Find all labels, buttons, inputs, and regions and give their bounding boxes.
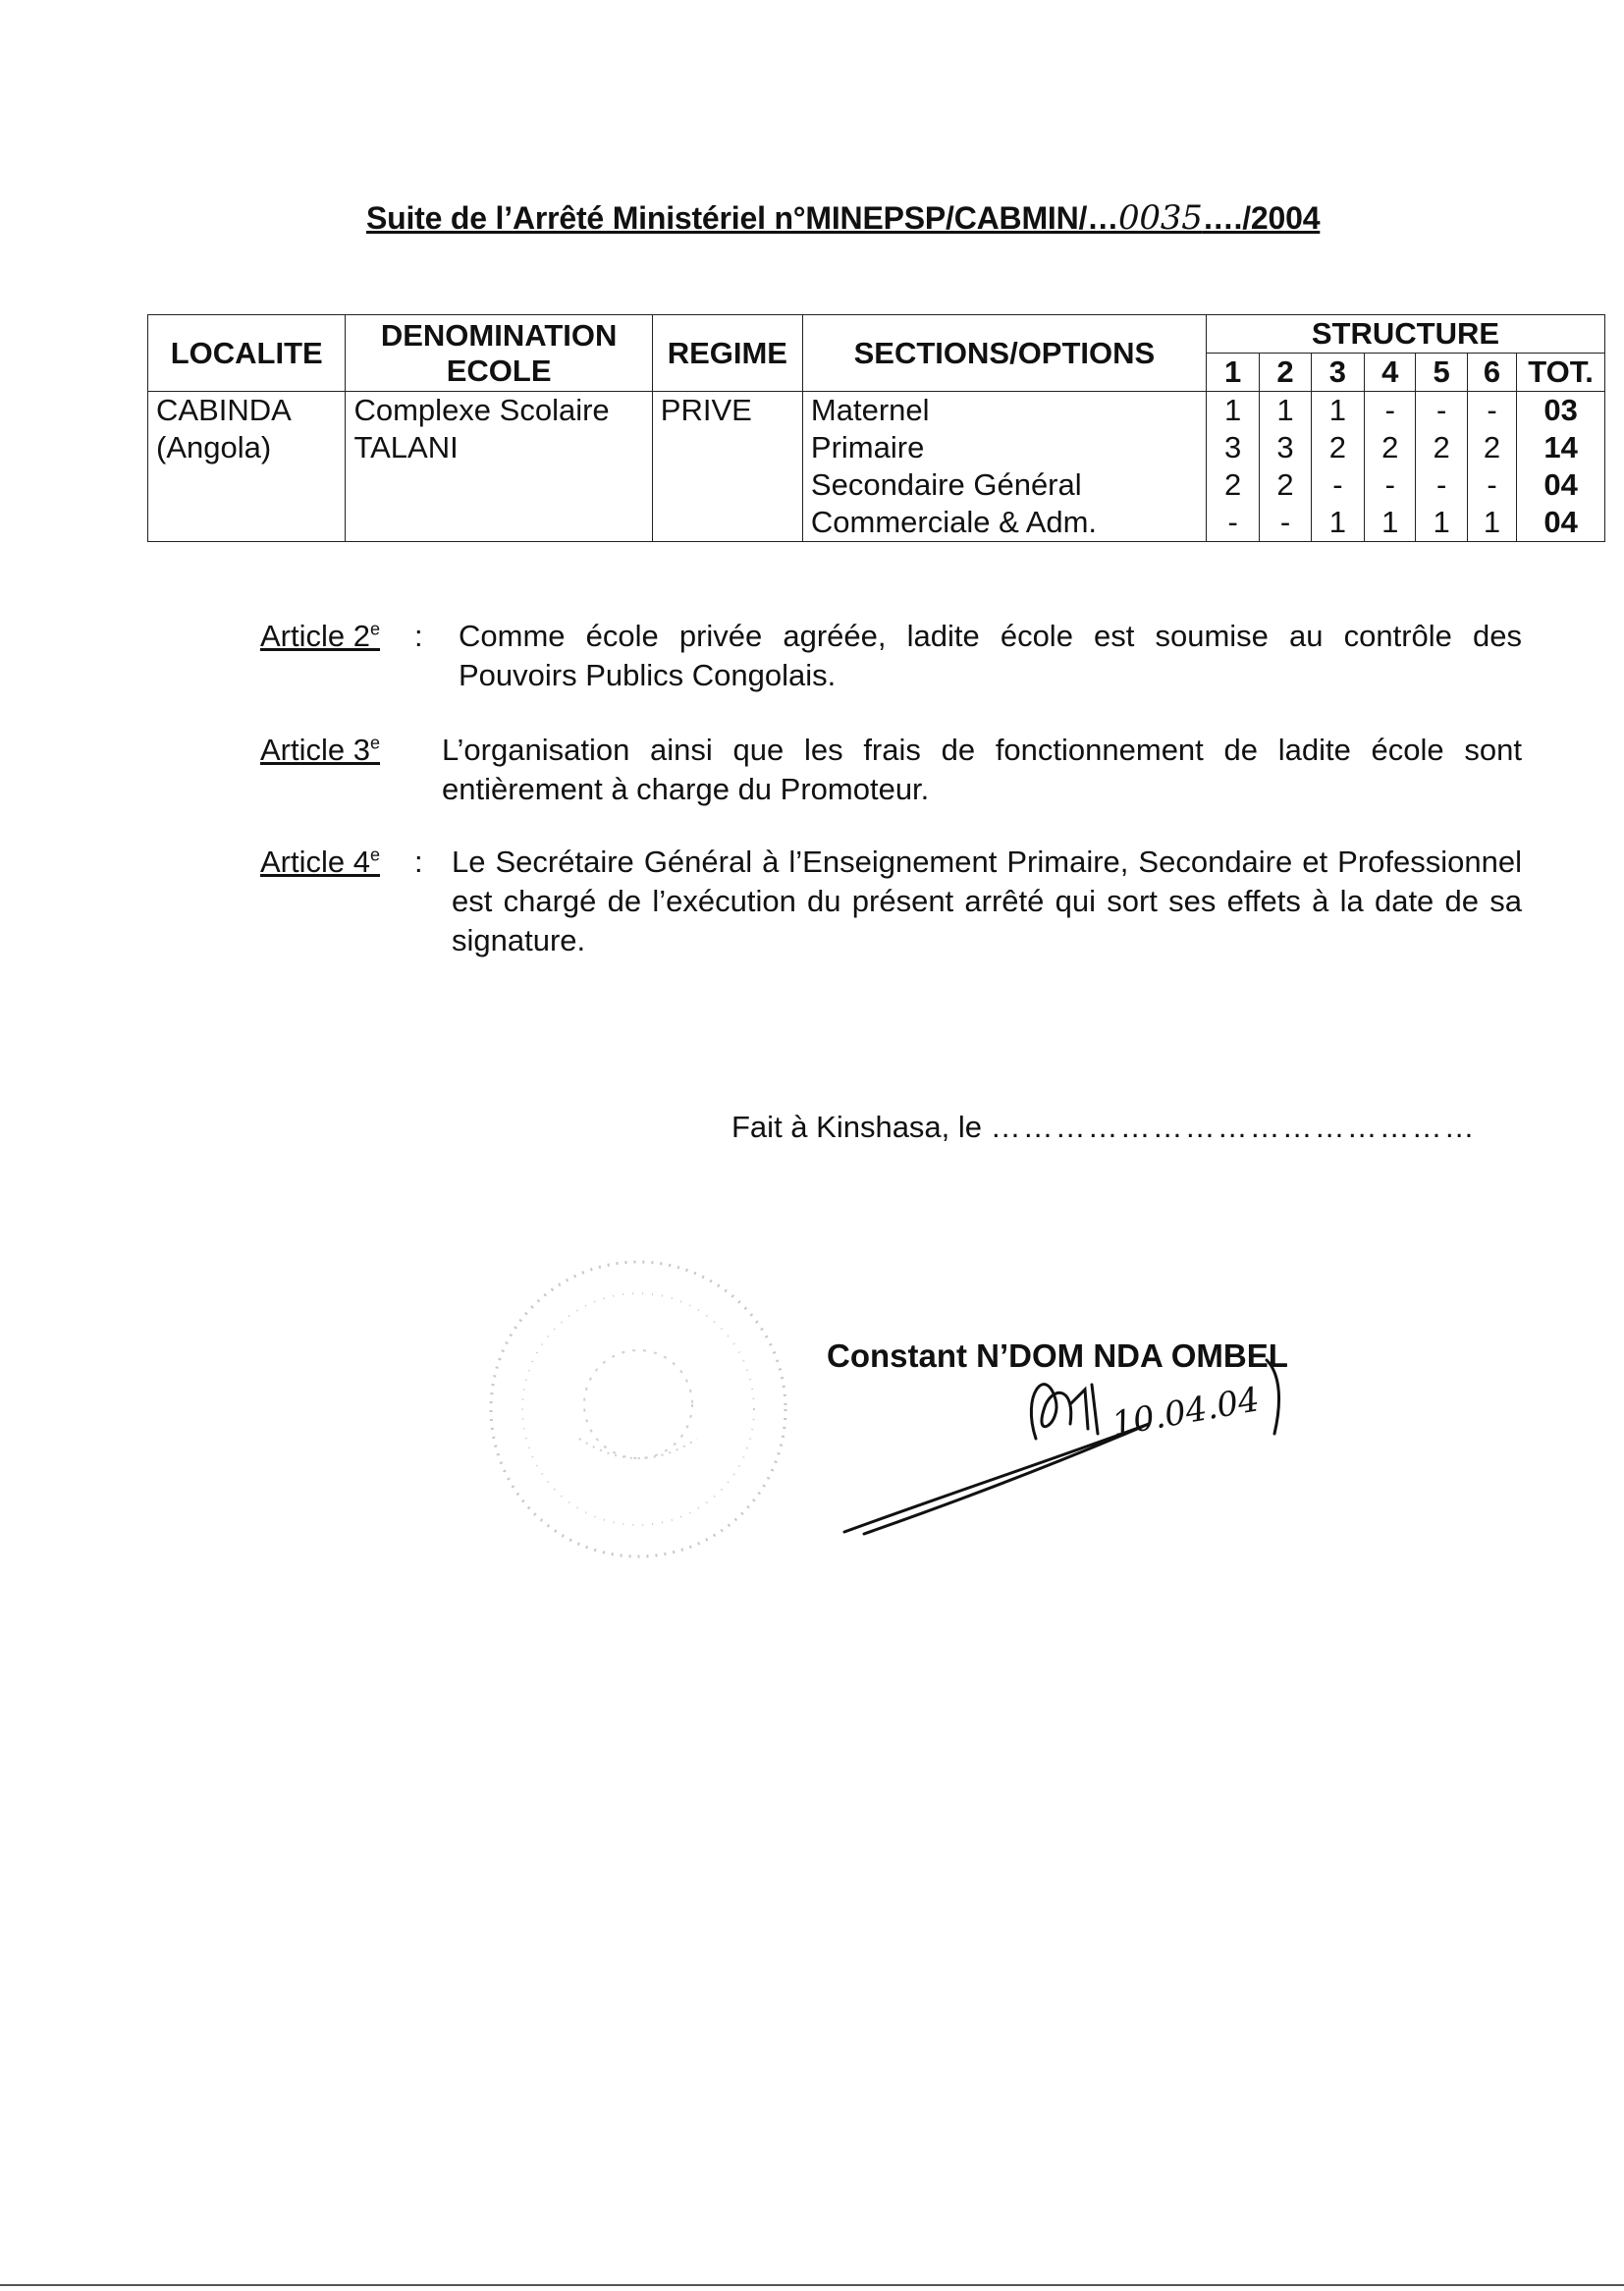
- article-3-text: L’organisation ainsi que les frais de fonctionnement de ladite école sont entièrement à charge du Promoteur.: [442, 733, 1522, 806]
- total-value: 03: [1543, 393, 1578, 427]
- header-col-6: 6: [1467, 354, 1516, 392]
- signatory-name: Constant N’DOM NDA OMBEL: [827, 1337, 1288, 1374]
- header-structure: STRUCTURE: [1206, 315, 1604, 354]
- article-2-text: Comme école privée agréée, ladite école est soumise au contrôle des Pouvoirs Publics Congolais.: [459, 619, 1522, 692]
- header-denomination-line2: ECOLE: [446, 353, 552, 388]
- header-col-1: 1: [1206, 354, 1259, 392]
- header-col-2: 2: [1260, 354, 1311, 392]
- cell-col-4: [1365, 392, 1416, 542]
- count-value: 2: [1381, 430, 1399, 464]
- article-4-text: Le Secrétaire Général à l’Enseignement Primaire, Secondaire et Professionnel est chargé de l’exécution du présent arrêté qui sort ses effets à la date de sa signature.: [452, 845, 1522, 957]
- article-2: Article 2e : Comme école privée agréée, ladite école est soumise au contrôle des Pouvoirs Publics Congolais.: [260, 617, 1537, 697]
- article-2-label: Article 2e: [260, 619, 380, 653]
- article-3-label: Article 3e: [260, 733, 380, 767]
- count-value: 2: [1433, 430, 1450, 464]
- article-4-label: Article 4e: [260, 845, 380, 879]
- header-col-5: 5: [1416, 354, 1467, 392]
- cell-localite: [148, 392, 346, 542]
- date-blank-dots: ………………………………………: [990, 1110, 1477, 1144]
- count-value: -: [1384, 393, 1395, 427]
- total-value: 04: [1543, 505, 1578, 539]
- denomination-line2: TALANI: [353, 430, 459, 464]
- header-regime: REGIME: [652, 315, 802, 392]
- section-name: Primaire: [810, 430, 925, 464]
- count-value: 1: [1433, 505, 1450, 539]
- total-value: 14: [1543, 430, 1578, 464]
- cell-total: [1517, 392, 1605, 542]
- place-label: Fait à Kinshasa, le: [731, 1110, 991, 1144]
- header-col-total: TOT.: [1517, 354, 1605, 392]
- count-value: 1: [1328, 393, 1347, 427]
- count-value: 2: [1328, 430, 1347, 464]
- count-value: 2: [1483, 430, 1501, 464]
- regime-value: PRIVE: [660, 393, 752, 427]
- heading-handwritten-number: 0035: [1118, 198, 1203, 238]
- heading-prefix: Suite de l’Arrêté Ministériel n°MINEPSP/CABMIN/…: [366, 200, 1118, 236]
- cell-regime: [652, 392, 802, 542]
- cell-col-5: [1416, 392, 1467, 542]
- bottom-scan-edge: [0, 2284, 1624, 2286]
- header-localite: LOCALITE: [148, 315, 346, 392]
- header-col-4: 4: [1365, 354, 1416, 392]
- cell-col-6: [1467, 392, 1516, 542]
- count-value: 3: [1224, 430, 1242, 464]
- cell-denomination: [346, 392, 652, 542]
- count-value: -: [1384, 467, 1395, 502]
- section-name: Commerciale & Adm.: [810, 505, 1098, 539]
- table-header-row: [148, 315, 1605, 354]
- count-value: 1: [1328, 505, 1347, 539]
- place-and-date: [731, 1110, 1477, 1145]
- header-sections: SECTIONS/OPTIONS: [802, 315, 1206, 392]
- count-value: -: [1332, 467, 1343, 502]
- count-value: -: [1279, 505, 1291, 539]
- handwritten-signature: [835, 1345, 1345, 1552]
- cell-col-2: [1260, 392, 1311, 542]
- official-stamp: [461, 1232, 815, 1586]
- denomination-line1: Complexe Scolaire: [353, 393, 610, 427]
- count-value: 1: [1276, 393, 1294, 427]
- count-value: 1: [1224, 393, 1242, 427]
- count-value: -: [1435, 467, 1447, 502]
- header-denomination-line1: DENOMINATION: [380, 317, 618, 353]
- count-value: 2: [1276, 467, 1294, 502]
- count-value: 1: [1381, 505, 1399, 539]
- count-value: -: [1227, 505, 1238, 539]
- count-value: 3: [1276, 430, 1294, 464]
- cell-col-3: [1311, 392, 1364, 542]
- count-value: -: [1487, 393, 1497, 427]
- document-heading: [366, 198, 1407, 238]
- count-value: -: [1435, 393, 1447, 427]
- article-3: [260, 731, 1537, 811]
- cell-col-1: [1206, 392, 1259, 542]
- section-name: Maternel: [810, 393, 930, 427]
- count-value: 1: [1483, 505, 1501, 539]
- total-value: 04: [1543, 467, 1578, 502]
- table-row: [148, 392, 1605, 542]
- header-denomination: [346, 315, 652, 392]
- localite-line1: CABINDA: [156, 393, 292, 427]
- cell-sections: [802, 392, 1206, 542]
- count-value: 2: [1224, 467, 1242, 502]
- school-structure-table: [147, 314, 1605, 542]
- article-4: Article 4e : Le Secrétaire Général à l’Enseignement Primaire, Secondaire et Professionnel est chargé de l’exécution du présent arrêté qui sort ses effets à la date de sa signature.: [260, 843, 1537, 962]
- heading-suffix: …./2004: [1202, 200, 1321, 236]
- section-name: Secondaire Général: [810, 467, 1082, 502]
- header-col-3: 3: [1311, 354, 1364, 392]
- count-value: -: [1487, 467, 1497, 502]
- localite-line2: (Angola): [156, 430, 272, 464]
- signature-date: 10.04.04: [1109, 1380, 1263, 1445]
